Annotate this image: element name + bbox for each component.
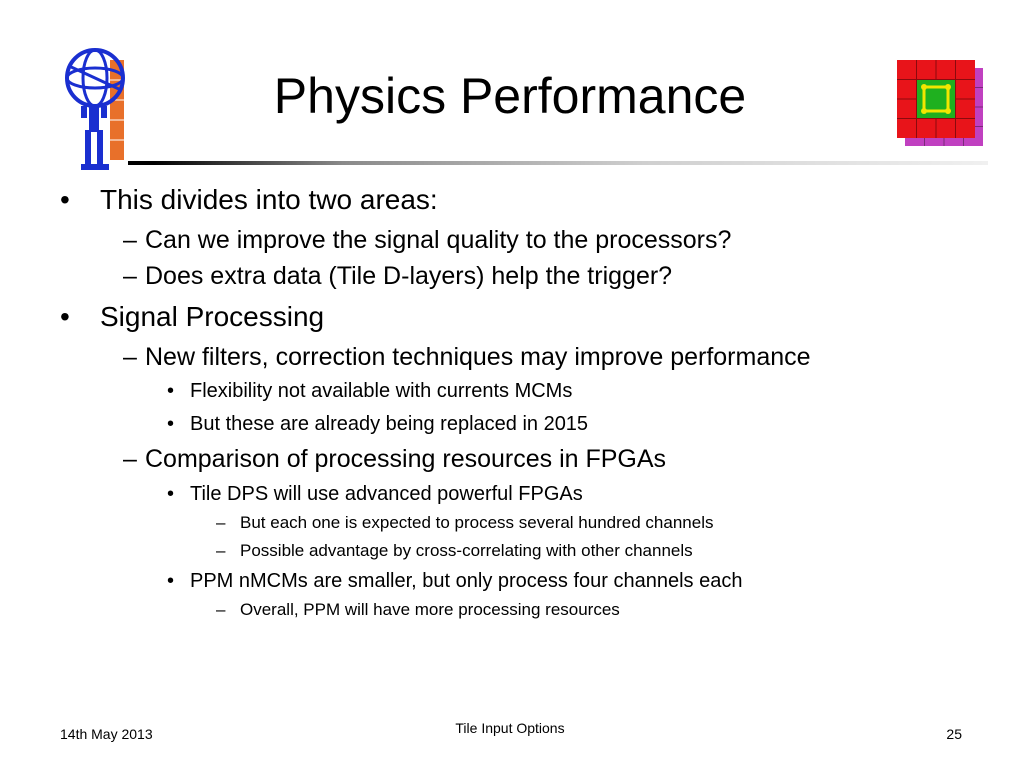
sub-bullet-comparison: Comparison of processing resources in FPGAs (145, 445, 667, 473)
dash-marker: – (123, 343, 137, 371)
title-divider (128, 161, 988, 165)
calorimeter-grid-icon (895, 58, 987, 150)
detail-ppm-resources: Overall, PPM will have more processing resources (240, 600, 620, 619)
bullet-marker: • (167, 483, 175, 505)
dash-marker: – (216, 513, 226, 532)
dash-marker: – (123, 445, 137, 473)
dash-marker: – (123, 226, 137, 254)
bullet-marker: • (167, 380, 175, 402)
sub-sub-bullet-ppm-nmcms: PPM nMCMs are smaller, but only process four channels each (190, 570, 743, 592)
bullet-marker: • (167, 413, 175, 435)
dash-marker: – (123, 262, 137, 290)
footer-date: 14th May 2013 (60, 726, 153, 742)
slide-number: 25 (946, 726, 962, 742)
sub-bullet-extra-data: Does extra data (Tile D-layers) help the trigger? (145, 262, 673, 290)
dash-marker: – (216, 541, 226, 560)
detail-cross-correlating: Possible advantage by cross-correlating with other channels (240, 541, 693, 560)
sub-bullet-signal-quality: Can we improve the signal quality to the processors? (145, 226, 732, 254)
atlas-logo-icon (55, 40, 135, 180)
sub-sub-bullet-flexibility: Flexibility not available with currents MCMs (190, 380, 573, 402)
dash-marker: – (216, 600, 226, 619)
sub-sub-bullet-replaced: But these are already being replaced in 2015 (190, 413, 589, 435)
bullet-marker: • (60, 184, 70, 215)
bullet-marker: • (167, 570, 175, 592)
detail-hundred-channels: But each one is expected to process several hundred channels (240, 513, 714, 532)
slide-title: Physics Performance (273, 68, 747, 124)
bullet-signal-processing: Signal Processing (100, 301, 325, 332)
sub-sub-bullet-tile-dps: Tile DPS will use advanced powerful FPGAs (190, 483, 583, 505)
bullet-areas: This divides into two areas: (100, 184, 438, 215)
bullet-marker: • (60, 301, 70, 332)
sub-bullet-new-filters: New filters, correction techniques may improve performance (145, 343, 811, 371)
footer-title: Tile Input Options (455, 720, 565, 736)
